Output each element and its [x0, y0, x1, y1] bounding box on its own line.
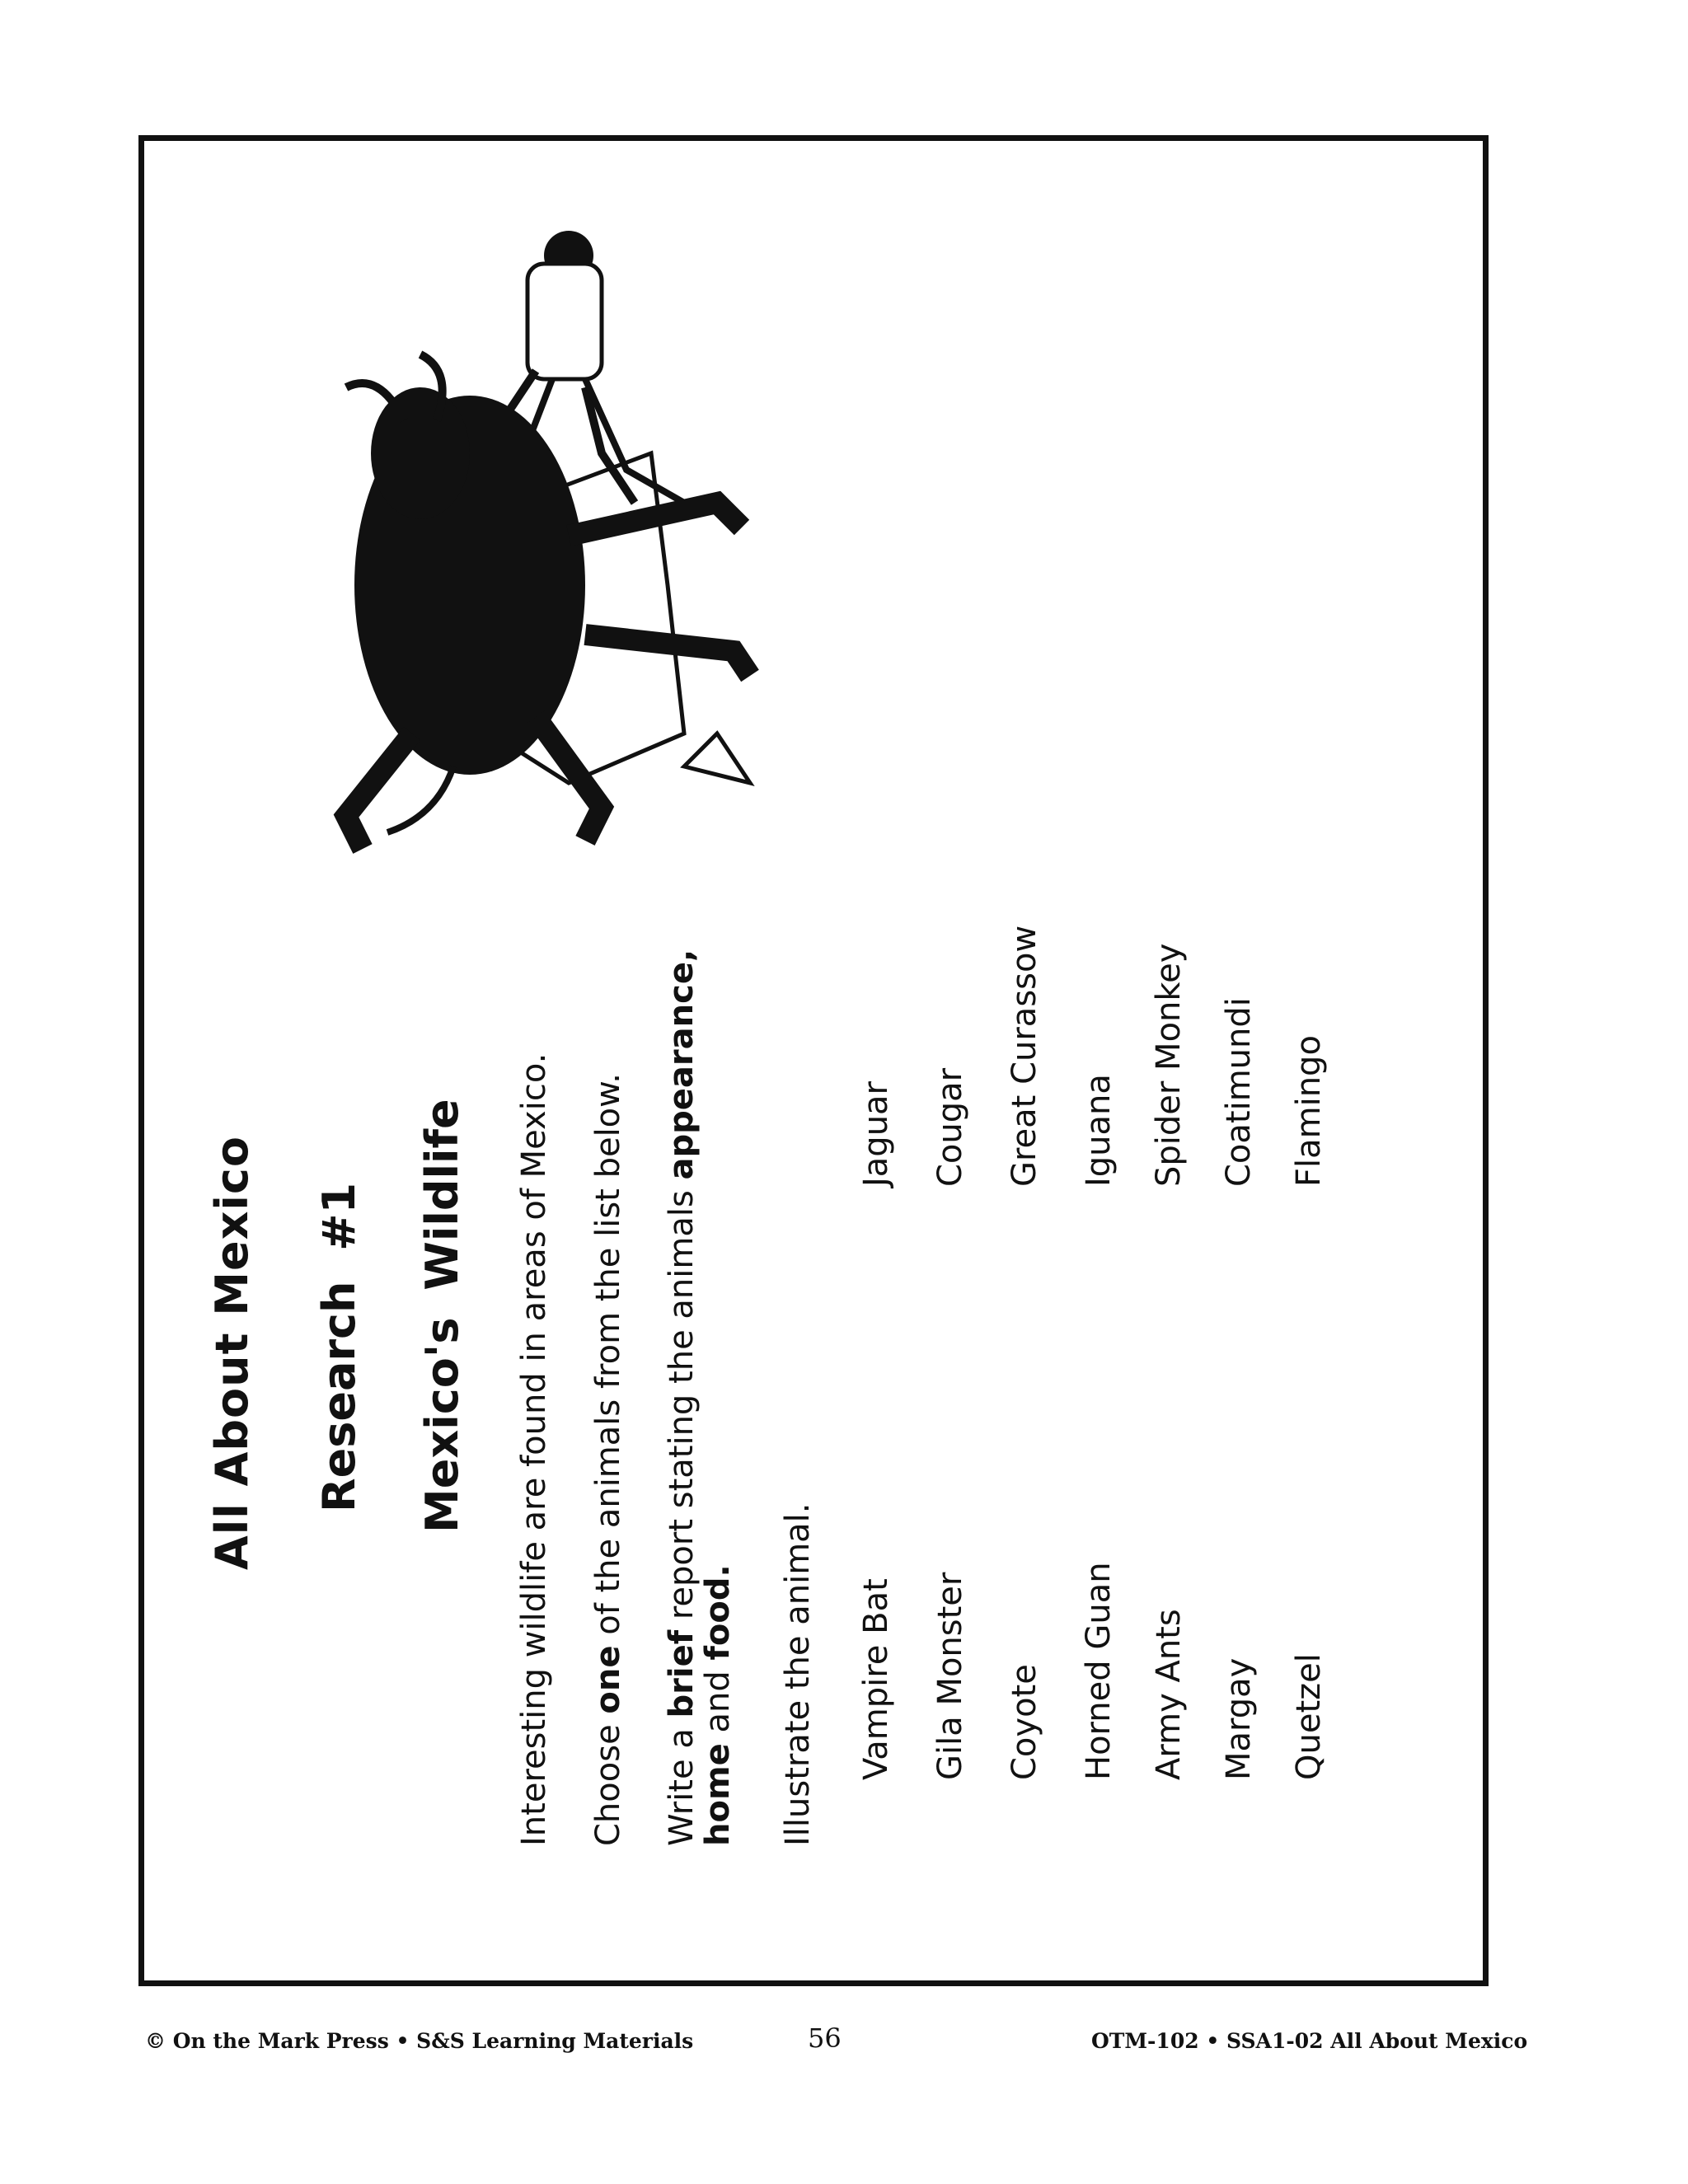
animal-left-4: Horned Guan — [1080, 1562, 1118, 1780]
animal-right-3: Great Curassow — [1006, 925, 1043, 1187]
animal-right-4: Iguana — [1080, 1074, 1118, 1187]
matador-bull-illustration — [140, 165, 882, 882]
footer-page-number: 56 — [808, 2022, 842, 2054]
animal-left-2: Gila Monster — [931, 1572, 969, 1780]
instruction-4: Illustrate the animal. — [779, 1502, 817, 1846]
animal-right-2: Cougar — [931, 1067, 969, 1187]
animal-right-7: Flamingo — [1290, 1035, 1328, 1187]
instruction-1: Interesting wildlife are found in areas of Mexico. — [515, 1052, 553, 1846]
worksheet-subtitle: Research #1 — [313, 1182, 365, 1512]
animal-right-1: Jaguar — [857, 1080, 895, 1187]
footer-copyright: © On the Mark Press • S&S Learning Materials — [145, 2029, 694, 2053]
animal-left-3: Coyote — [1006, 1664, 1043, 1780]
section-heading: Mexico's Wildlife — [416, 1099, 468, 1533]
rotated-content — [140, 165, 1492, 1846]
animal-left-7: Quetzel — [1290, 1653, 1328, 1780]
footer-product-code: OTM-102 • SSA1-02 All About Mexico — [1091, 2029, 1528, 2053]
animal-right-5: Spider Monkey — [1150, 943, 1188, 1187]
animal-left-6: Margay — [1220, 1657, 1258, 1780]
animal-left-1: Vampire Bat — [857, 1578, 895, 1780]
worksheet-title: All About Mexico — [206, 1135, 258, 1570]
animal-right-6: Coatimundi — [1220, 997, 1258, 1187]
instruction-3: Write a brief report stating the animals appearance, home and food. — [663, 949, 737, 1846]
instruction-2: Choose one of the animals from the list below. — [589, 1073, 627, 1846]
animal-left-5: Army Ants — [1150, 1609, 1188, 1780]
